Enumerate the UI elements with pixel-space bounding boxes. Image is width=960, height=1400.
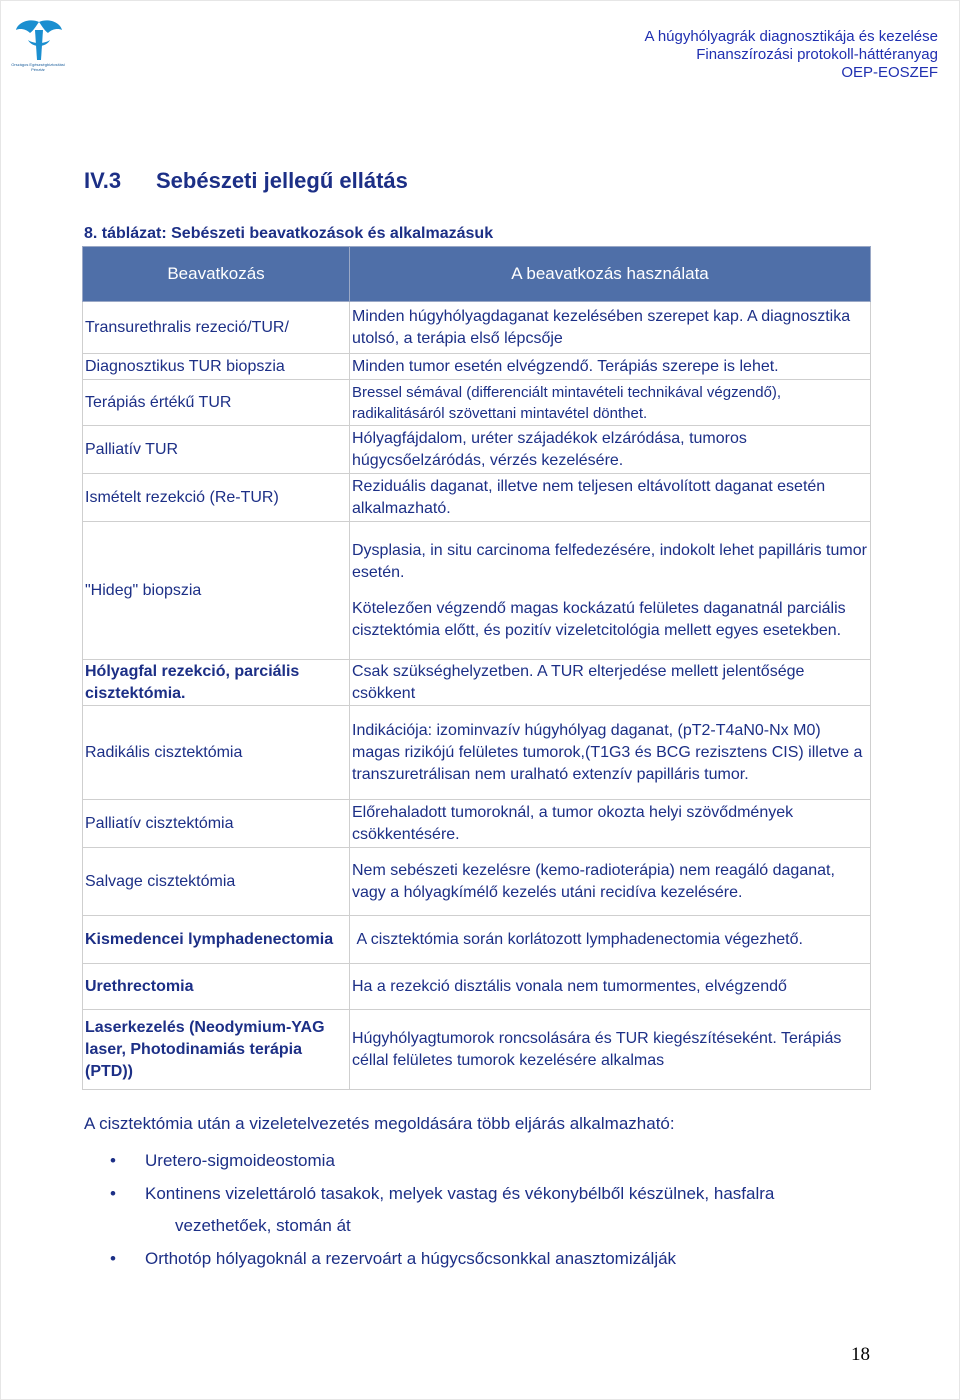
- list-item-text: Orthotóp hólyagoknál a rezervoárt a húgycsőcsonkkal anasztomizálják: [145, 1249, 677, 1268]
- table-row: [83, 302, 871, 354]
- table-row: [83, 380, 871, 426]
- list-item: [110, 1150, 890, 1172]
- table-row: [83, 800, 871, 848]
- usage-cell: Ha a rezekció disztális vonala nem tumormentes, elvégzendő: [350, 964, 871, 1010]
- diversion-intro: A cisztektómia után a vizeletelvezetés megoldására több eljárás alkalmazható:: [84, 1114, 675, 1133]
- usage-cell: [350, 522, 871, 660]
- header-org: OEP-EOSZEF: [841, 64, 938, 81]
- header-title: A húgyhólyagrák diagnosztikája és kezelése: [644, 28, 938, 45]
- usage-text: Kötelezően végzendő magas kockázatú felületes daganatnál parciális cisztektómia előtt, és pozitív vizeletcitológia mellett egyes esetekben.: [352, 599, 846, 639]
- interventions-table: [82, 246, 871, 1090]
- table-row: [83, 660, 871, 706]
- bullet-icon: •: [110, 1249, 116, 1268]
- intervention-cell: Radikális cisztektómia: [83, 706, 350, 800]
- document-header: [644, 28, 938, 82]
- list-item-text: Kontinens vizelettároló tasakok, melyek vastag és vékonybélből készülnek, hasfalra: [145, 1184, 775, 1203]
- usage-cell: Nem sebészeti kezelésre (kemo-radioterápia) nem reagáló daganat, vagy a hólyagkímélő kezelés utáni recidíva kezelésére.: [350, 848, 871, 916]
- bullet-icon: •: [110, 1151, 116, 1170]
- table-row: [83, 916, 871, 964]
- usage-cell: Bressel sémával (differenciált mintavételi technikával végzendő), radikalitásáról szövettani mintavétel dönthet.: [350, 380, 871, 426]
- table-row: [83, 426, 871, 474]
- table-header-row: [83, 247, 871, 302]
- section-number: IV.3: [84, 168, 122, 193]
- usage-cell: Reziduális daganat, illetve nem teljesen eltávolított daganat esetén alkalmazható.: [350, 474, 871, 522]
- intervention-cell: Laserkezelés (Neodymium-YAG laser, Photodinamiás terápia (PTD)): [83, 1010, 350, 1090]
- intervention-cell: Urethrectomia: [83, 964, 350, 1010]
- header-subtitle: Finanszírozási protokoll-háttéranyag: [696, 46, 938, 63]
- usage-cell: Előrehaladott tumoroknál, a tumor okozta helyi szövődmények csökkentésére.: [350, 800, 871, 848]
- section-title-text: Sebészeti jellegű ellátás: [156, 168, 408, 193]
- list-item: [110, 1183, 890, 1237]
- usage-cell: A cisztektómia során korlátozott lymphadenectomia végezhető.: [350, 916, 871, 964]
- table-row: [83, 474, 871, 522]
- table-row: [83, 848, 871, 916]
- intervention-cell: Palliatív cisztektómia: [83, 800, 350, 848]
- section-heading: [84, 168, 408, 194]
- list-item-text: Uretero-sigmoideostomia: [145, 1151, 335, 1170]
- bullet-icon: •: [110, 1184, 116, 1203]
- intervention-cell: Palliatív TUR: [83, 426, 350, 474]
- list-item: [110, 1248, 890, 1270]
- usage-text: Dysplasia, in situ carcinoma felfedezésére, indokolt lehet papilláris tumor esetén.: [352, 541, 867, 581]
- intervention-cell: Ismételt rezekció (Re-TUR): [83, 474, 350, 522]
- table-caption: 8. táblázat: Sebészeti beavatkozások és alkalmazásuk: [84, 225, 494, 242]
- list-item-continuation: vezethetőek, stomán át: [175, 1216, 351, 1235]
- usage-cell: Hólyagfájdalom, uréter szájadékok elzáródása, tumoros húgycsőelzáródás, vérzés kezelésére.: [350, 426, 871, 474]
- intervention-cell: Kismedencei lymphadenectomia: [83, 916, 350, 964]
- intervention-cell: Diagnosztikus TUR biopszia: [83, 354, 350, 380]
- intervention-cell: Transurethralis rezeció/TUR/: [83, 302, 350, 354]
- diversion-methods-list: [110, 1150, 890, 1281]
- table-row: [83, 964, 871, 1010]
- table-row: [83, 706, 871, 800]
- table-row: [83, 1010, 871, 1090]
- intervention-cell: Terápiás értékű TUR: [83, 380, 350, 426]
- usage-cell: Húgyhólyagtumorok roncsolására és TUR kiegészítéseként. Terápiás céllal felületes tumorok kezelésére alkalmas: [350, 1010, 871, 1090]
- table-row: [83, 522, 871, 660]
- usage-cell: Minden húgyhólyagdaganat kezelésében szerepet kap. A diagnosztika utolsó, a terápia első lépcsője: [350, 302, 871, 354]
- intervention-cell: "Hideg" biopszia: [83, 522, 350, 660]
- intervention-cell: Hólyagfal rezekció, parciális cisztektómia.: [83, 660, 350, 706]
- usage-cell: Indikációja: izominvazív húgyhólyag daganat, (pT2-T4aN0-Nx M0) magas rizikójú felületes tumorok,(T1G3 és BCG rezisztens CIS) illetve a transzuretrálisan nem uralható extenzív papilláris tumor.: [350, 706, 871, 800]
- intervention-cell: Salvage cisztektómia: [83, 848, 350, 916]
- column-header-intervention: Beavatkozás: [83, 247, 350, 302]
- usage-cell: Minden tumor esetén elvégzendő. Terápiás szerepe is lehet.: [350, 354, 871, 380]
- table-row: [83, 354, 871, 380]
- usage-cell: Csak szükséghelyzetben. A TUR elterjedése mellett jelentősége csökkent: [350, 660, 871, 706]
- logo-caption: Országos Egészségbiztosítási Pénztár: [11, 62, 65, 72]
- page-number: 18: [851, 1344, 870, 1365]
- column-header-usage: A beavatkozás használata: [350, 247, 871, 302]
